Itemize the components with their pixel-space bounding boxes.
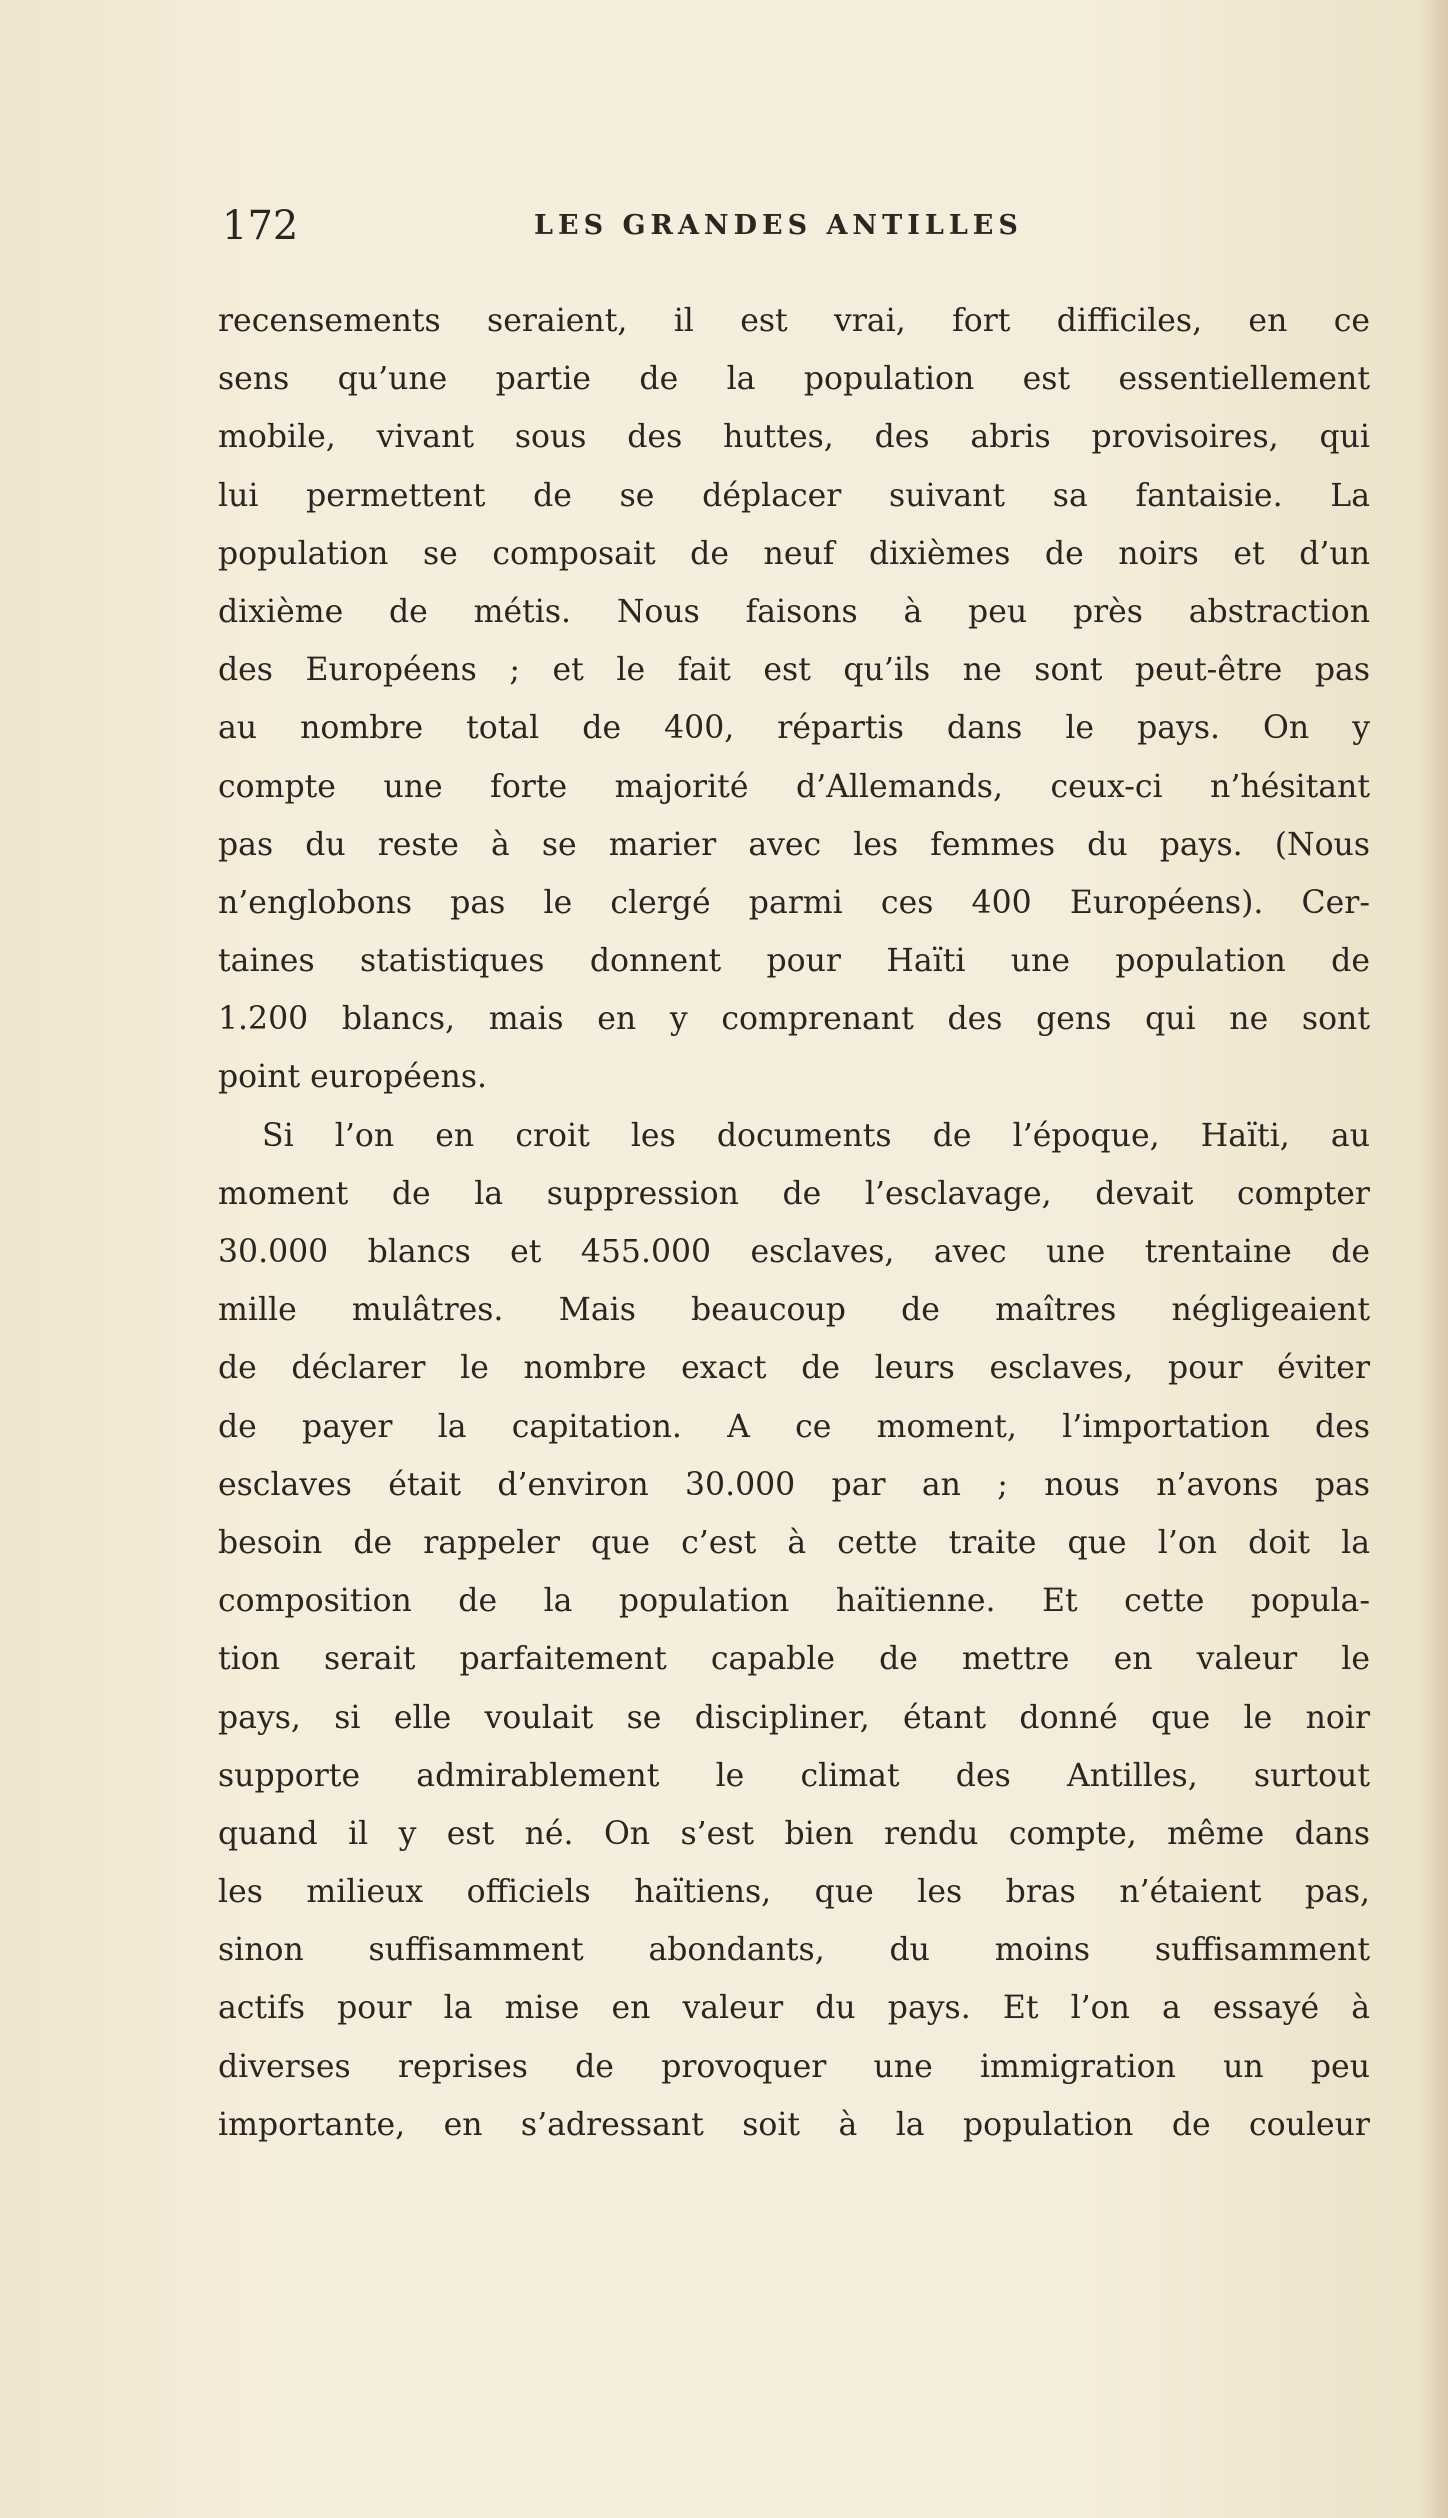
text-line: au nombre total de 400, répartis dans le pays. On y — [218, 710, 1370, 747]
text-line: diverses reprises de provoquer une immigration un peu — [218, 2048, 1370, 2085]
text-line: recensements seraient, il est vrai, fort difficiles, en ce — [218, 303, 1370, 339]
text-line: les milieux officiels haïtiens, que les bras n’étaient pas, — [218, 1874, 1370, 1911]
text-line: n’englobons pas le clergé parmi ces 400 Européens). Cer- — [218, 884, 1370, 921]
text-line: quand il y est né. On s’est bien rendu compte, même dans — [218, 1815, 1370, 1852]
text-line: de payer la capitation. A ce moment, l’importation des — [218, 1408, 1370, 1445]
text-line: 1.200 blancs, mais en y comprenant des gens qui ne sont — [218, 1001, 1370, 1038]
text-line: Si l’on en croit les documents de l’époque, Haïti, au — [262, 1117, 1370, 1154]
text-line: esclaves était d’environ 30.000 par an ; nous n’avons pas — [218, 1466, 1370, 1503]
text-line: taines statistiques donnent pour Haïti une population de — [218, 943, 1370, 980]
text-line: des Européens ; et le fait est qu’ils ne sont peut-être pas — [218, 652, 1370, 689]
page-header — [222, 196, 1374, 256]
body-text — [218, 292, 1370, 2154]
text-line: sinon suffisamment abondants, du moins suffisamment — [218, 1932, 1370, 1969]
text-line: lui permettent de se déplacer suivant sa fantaisie. La — [218, 477, 1370, 514]
text-line: mille mulâtres. Mais beaucoup de maîtres négligeaient — [218, 1292, 1370, 1329]
text-line: pays, si elle voulait se discipliner, étant donné que le noir — [218, 1699, 1370, 1736]
text-line: point européens. — [218, 1059, 488, 1096]
text-line: besoin de rappeler que c’est à cette traite que l’on doit la — [218, 1524, 1370, 1561]
text-line: pas du reste à se marier avec les femmes du pays. (Nous — [218, 826, 1370, 863]
text-line: de déclarer le nombre exact de leurs esclaves, pour éviter — [218, 1350, 1370, 1387]
text-line: composition de la population haïtienne. Et cette popula- — [218, 1583, 1370, 1620]
page-edge-shadow — [1420, 0, 1448, 2518]
text-line: sens qu’une partie de la population est essentiellement — [218, 361, 1370, 398]
page-number: 172 — [222, 203, 299, 249]
text-line: tion serait parfaitement capable de mettre en valeur le — [218, 1641, 1370, 1678]
text-line: importante, en s’adressant soit à la population de couleur — [218, 2106, 1370, 2143]
text-line: 30.000 blancs et 455.000 esclaves, avec une trentaine de — [218, 1234, 1370, 1270]
text-line: population se composait de neuf dixièmes de noirs et d’un — [218, 535, 1370, 572]
text-line: mobile, vivant sous des huttes, des abris provisoires, qui — [218, 419, 1370, 456]
text-line: supporte admirablement le climat des Antilles, surtout — [218, 1757, 1370, 1794]
text-line: compte une forte majorité d’Allemands, ceux-ci n’hésitant — [218, 768, 1370, 805]
text-line: moment de la suppression de l’esclavage, devait compter — [218, 1175, 1370, 1212]
text-line: actifs pour la mise en valeur du pays. Et l’on a essayé à — [218, 1990, 1370, 2027]
text-line: dixième de métis. Nous faisons à peu près abstraction — [218, 593, 1370, 630]
running-head: LES GRANDES ANTILLES — [534, 210, 1023, 241]
